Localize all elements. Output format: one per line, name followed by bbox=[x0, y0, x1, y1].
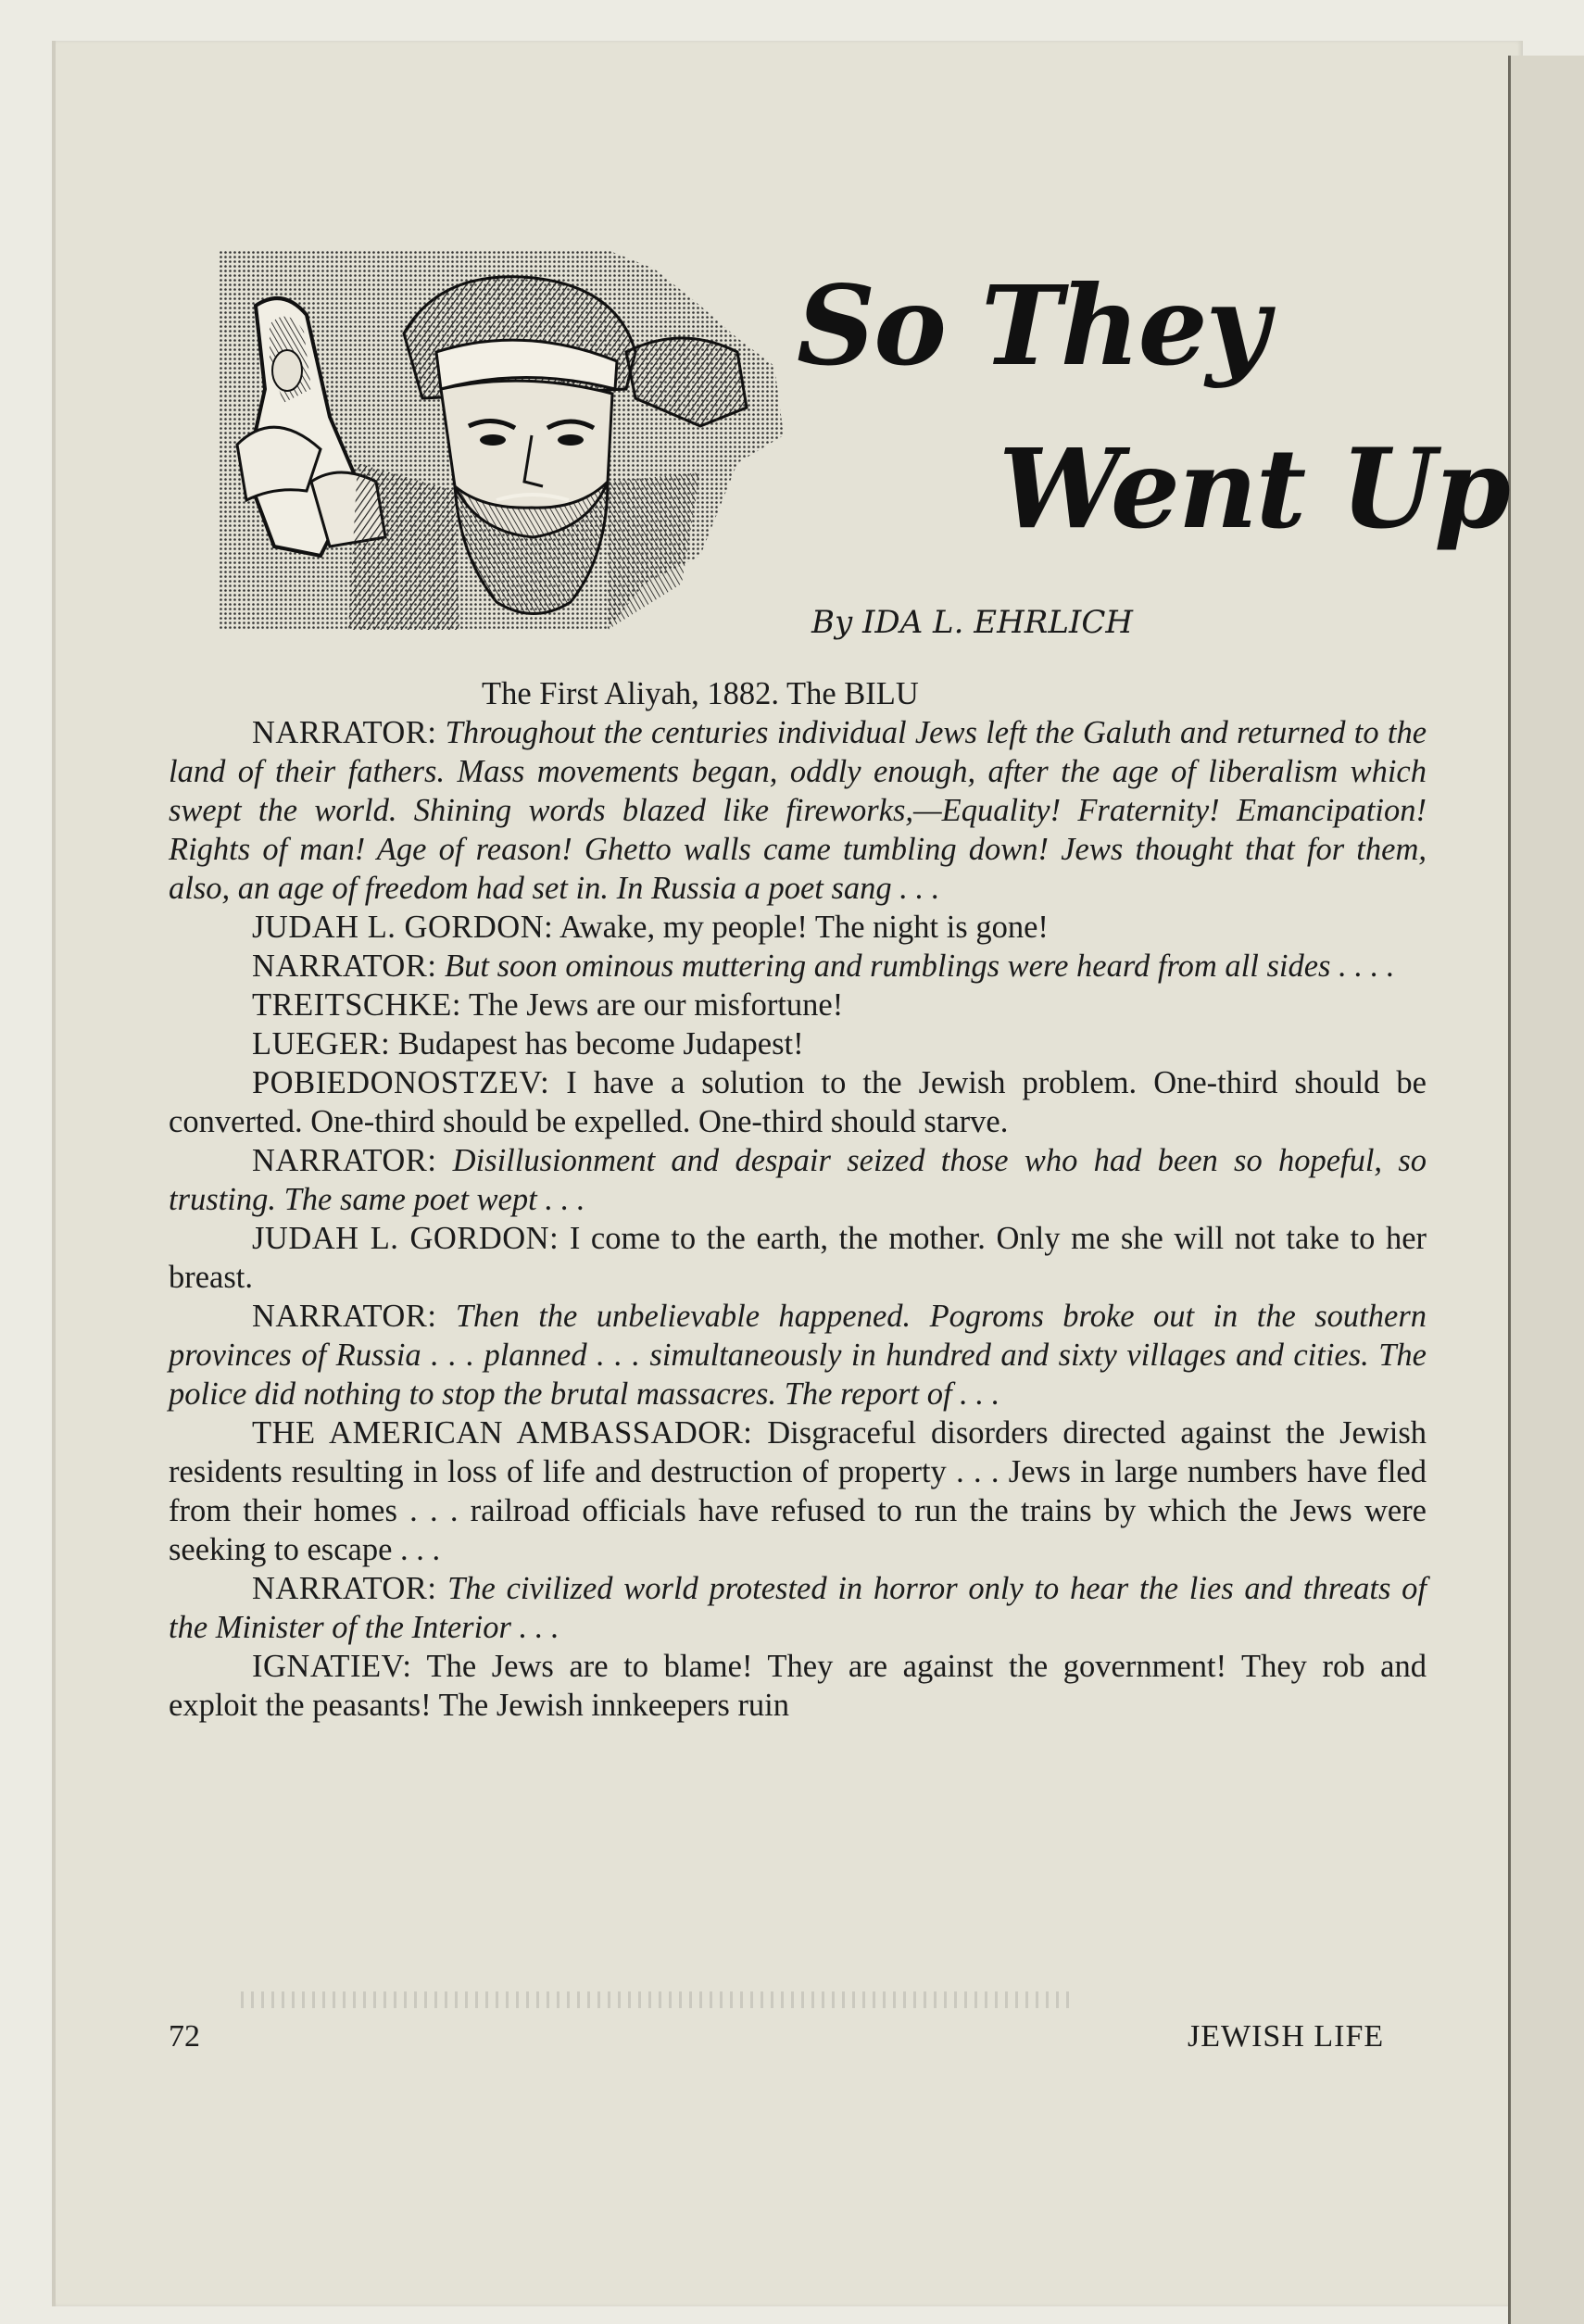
speaker-name: POBIEDONOSTZEV: bbox=[252, 1065, 550, 1100]
dialogue-text: Then the unbelievable happened. Pogroms broke out in the southern provinces of Russia . . . planned . . . simultaneously in hundred and sixty villages and cities. The police did nothing to stop the brutal massacres. The report of . . . bbox=[169, 1299, 1427, 1412]
dialogue-text: The Jews are our misfortune! bbox=[468, 987, 844, 1023]
dialogue-text: But soon ominous muttering and rumblings were heard from all sides . . . . bbox=[445, 948, 1395, 984]
dialogue-line bbox=[169, 1413, 1427, 1569]
speaker-name: NARRATOR: bbox=[252, 1143, 437, 1178]
publication-name: JEWISH LIFE bbox=[1188, 2019, 1385, 2054]
speaker-name: NARRATOR: bbox=[252, 1571, 437, 1606]
dialogue-line bbox=[169, 986, 1427, 1024]
dialogue-line bbox=[169, 947, 1427, 986]
dialogue-line bbox=[169, 1647, 1427, 1725]
speaker-name: IGNATIEV: bbox=[252, 1649, 412, 1684]
dialogue-text: The civilized world protested in horror only to hear the lies and threats of the Minister of the Interior . . . bbox=[169, 1571, 1427, 1645]
dialogue-text: I have a solution to the Jewish problem. One-third should be converted. One-third should be expelled. One-third should starve. bbox=[169, 1065, 1427, 1139]
dialogue-text: Throughout the centuries individual Jews left the Galuth and returned to the land of their fathers. Mass movements began, oddly enough, after the age of liberalism which swept the world. Shining words blazed like fireworks,—Equality! Fraternity! Emancipation! Rights of man! Age of reason! Ghetto walls came tumbling down! Jews thought that for them, also, an age of freedom had set in. In Russia a poet sang . . . bbox=[169, 715, 1427, 906]
author-byline: By IDA L. EHRLICH bbox=[811, 604, 1133, 641]
article-body bbox=[169, 674, 1427, 1725]
speaker-name: THE AMERICAN AMBASSADOR: bbox=[252, 1415, 753, 1451]
article-subtitle: The First Aliyah, 1882. The BILU bbox=[482, 676, 919, 711]
dialogue-line bbox=[169, 1219, 1427, 1297]
dialogue-text: Disgraceful disorders directed against the Jewish residents resulting in loss of life and destruction of property . . . Jews in large numbers have fled from their homes . . . railroad officials have refused to run the trains by which the Jews were seeking to escape . . . bbox=[169, 1415, 1427, 1567]
dialogue-text: I come to the earth, the mother. Only me she will not take to her breast. bbox=[169, 1221, 1427, 1295]
dialogue-line bbox=[169, 713, 1427, 908]
speaker-name: JUDAH L. GORDON: bbox=[252, 1221, 559, 1256]
article-title-line-1: So They bbox=[797, 261, 1268, 390]
dialogue-text: Budapest has become Judapest! bbox=[397, 1026, 804, 1062]
dialogue-line bbox=[169, 1297, 1427, 1413]
dialogue-line bbox=[169, 1569, 1427, 1647]
speaker-name: NARRATOR: bbox=[252, 715, 437, 750]
dialogue-text: The Jews are to blame! They are against the government! They rob and exploit the peasants! The Jewish innkeepers ruin bbox=[169, 1649, 1427, 1723]
speaker-name: NARRATOR: bbox=[252, 1299, 437, 1334]
dialogue-line bbox=[169, 908, 1427, 947]
dialogue-text: Disillusionment and despair seized those who had been so hopeful, so trusting. The same poet wept . . . bbox=[169, 1143, 1427, 1217]
speaker-name: JUDAH L. GORDON: bbox=[252, 910, 554, 945]
print-bleed-marks bbox=[241, 1991, 1075, 2008]
dialogue-line bbox=[169, 1063, 1427, 1141]
dialogue-line bbox=[169, 1141, 1427, 1219]
engraving-illustration bbox=[219, 250, 784, 630]
dialogue-text: Awake, my people! The night is gone! bbox=[559, 910, 1049, 945]
article-title-line-2: Went Up bbox=[999, 424, 1509, 553]
page-number: 72 bbox=[169, 2019, 200, 2054]
next-page-edge bbox=[1508, 56, 1584, 2324]
speaker-name: TREITSCHKE: bbox=[252, 987, 461, 1023]
speaker-name: LUEGER: bbox=[252, 1026, 391, 1062]
dialogue-line bbox=[169, 1024, 1427, 1063]
speaker-name: NARRATOR: bbox=[252, 948, 437, 984]
